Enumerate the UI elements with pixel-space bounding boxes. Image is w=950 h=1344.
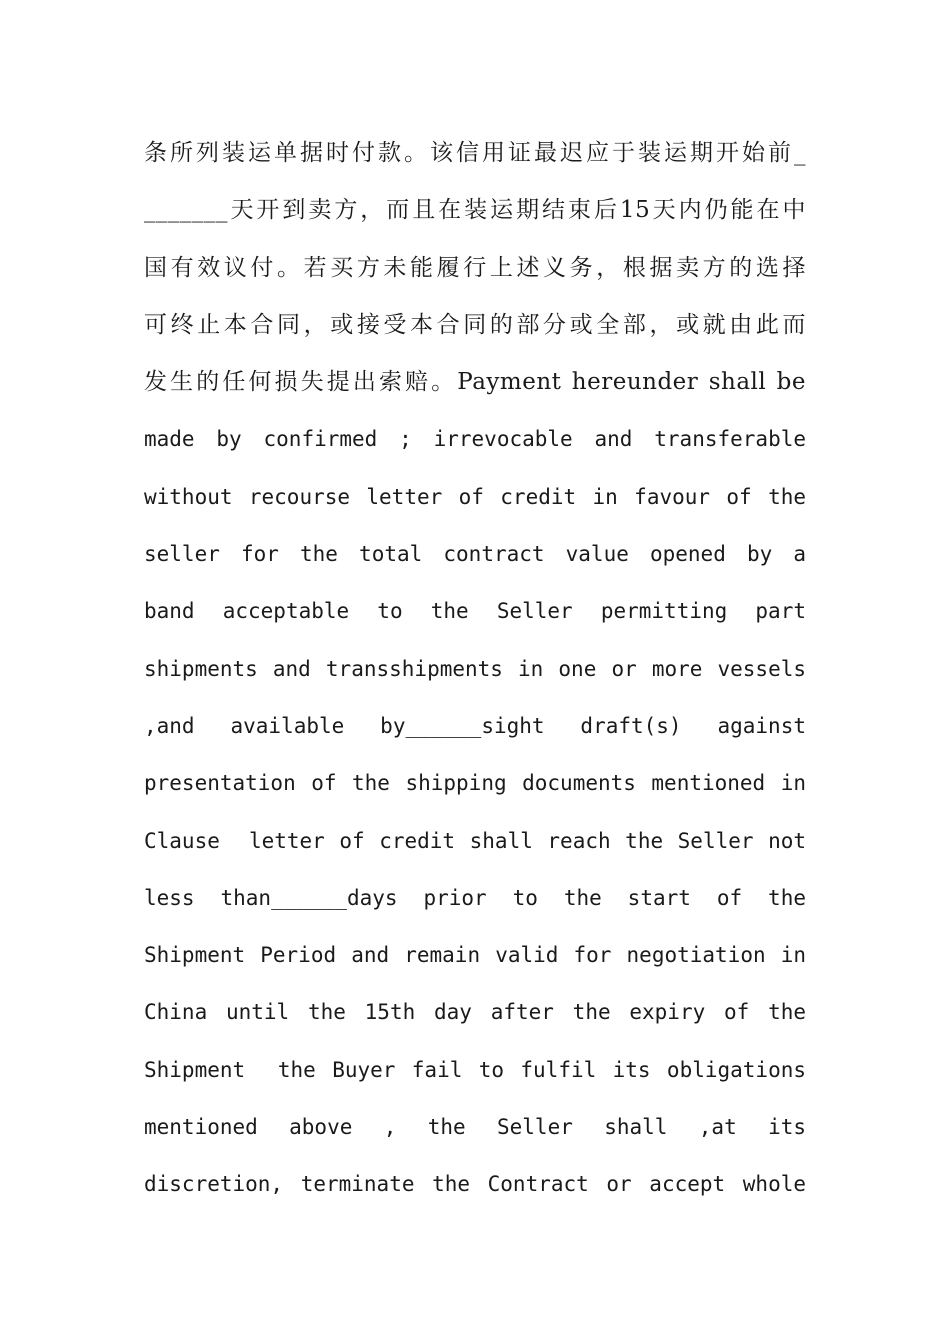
text-line: mentioned above , the Seller shall ,at its	[144, 1115, 806, 1140]
text-line: _______天开到卖方，而且在装运期结束后15天内仍能在中	[144, 197, 806, 224]
text-line: China until the 15th day after the expiry of the	[144, 1000, 806, 1025]
text-line: discretion, terminate the Contract or accept whole	[144, 1172, 806, 1197]
text-line: without recourse letter of credit in favour of the	[144, 484, 806, 509]
text-line: shipments and transshipments in one or more vessels	[144, 656, 806, 681]
text-line: Clause letter of credit shall reach the Seller not	[144, 828, 806, 853]
text-line: Shipment the Buyer fail to fulfil its obligations	[144, 1057, 806, 1082]
text-line: less than______days prior to the start of the	[144, 885, 806, 910]
text-line: 国有效议付。若买方未能履行上述义务，根据卖方的选择	[144, 254, 806, 281]
text-line: ,and available by______sight draft(s) against	[144, 713, 806, 738]
text-line: seller for the total contract value opened by a	[144, 542, 806, 567]
text-line: 发生的任何损失提出索赔。Payment hereunder shall be	[144, 369, 806, 396]
text-line: made by confirmed ; irrevocable and transferable	[144, 427, 806, 452]
text-line: band acceptable to the Seller permitting part	[144, 599, 806, 624]
text-line: Shipment Period and remain valid for negotiation in	[144, 943, 806, 968]
text-line: 条所列装运单据时付款。该信用证最迟应于装运期开始前_	[144, 140, 806, 166]
text-line: presentation of the shipping documents mentioned in	[144, 771, 806, 796]
text-line: 可终止本合同，或接受本合同的部分或全部，或就由此而	[144, 311, 806, 338]
contract-text-body	[144, 125, 806, 1214]
